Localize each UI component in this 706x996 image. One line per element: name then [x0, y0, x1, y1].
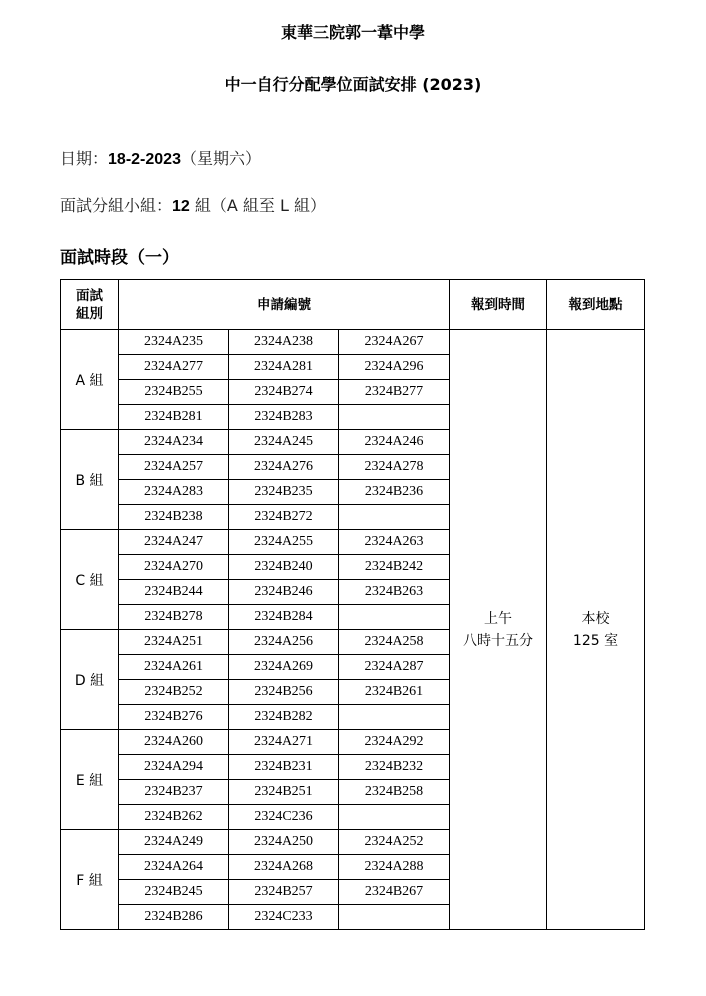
groups-count: 12 [172, 198, 190, 215]
header-application-numbers: 申請編號 [119, 280, 450, 330]
application-number: 2324A269 [229, 655, 339, 680]
application-number: 2324C233 [229, 905, 339, 930]
application-number: 2324A252 [339, 830, 450, 855]
application-number: 2324B244 [119, 580, 229, 605]
group-name: D 組 [61, 630, 119, 730]
application-number: 2324B237 [119, 780, 229, 805]
header-report-time: 報到時間 [450, 280, 547, 330]
application-number: 2324B263 [339, 580, 450, 605]
interview-schedule-table [60, 279, 645, 930]
report-time-line: 八時十五分 [463, 632, 534, 649]
application-number: 2324A287 [339, 655, 450, 680]
application-number: 2324A247 [119, 530, 229, 555]
application-number: 2324A288 [339, 855, 450, 880]
application-number: 2324A251 [119, 630, 229, 655]
date-label: 日期： [60, 149, 109, 168]
group-name: B 組 [61, 430, 119, 530]
application-number [339, 905, 450, 930]
document-title: 中一自行分配學位面試安排 (2023) [224, 75, 482, 94]
application-number: 2324A255 [229, 530, 339, 555]
application-number: 2324B238 [119, 505, 229, 530]
application-number: 2324B240 [229, 555, 339, 580]
application-number: 2324B252 [119, 680, 229, 705]
application-number [339, 605, 450, 630]
application-number: 2324A271 [229, 730, 339, 755]
application-number: 2324A245 [229, 430, 339, 455]
application-number: 2324A278 [339, 455, 450, 480]
application-number: 2324B246 [229, 580, 339, 605]
application-number: 2324B283 [229, 405, 339, 430]
application-number: 2324B245 [119, 880, 229, 905]
application-number: 2324B277 [339, 380, 450, 405]
application-number: 2324B267 [339, 880, 450, 905]
header-report-place: 報到地點 [547, 280, 645, 330]
table-body [61, 330, 645, 930]
application-number: 2324B261 [339, 680, 450, 705]
date-note: （星期六） [180, 149, 261, 168]
application-number: 2324A235 [119, 330, 229, 355]
application-number: 2324A292 [339, 730, 450, 755]
group-name: F 組 [61, 830, 119, 930]
application-number: 2324B235 [229, 480, 339, 505]
application-number: 2324B256 [229, 680, 339, 705]
group-name: E 組 [61, 730, 119, 830]
date-value: 18-2-2023 [108, 151, 181, 168]
application-number: 2324A261 [119, 655, 229, 680]
report-time-cell [450, 330, 547, 930]
application-number: 2324A296 [339, 355, 450, 380]
application-number: 2324A267 [339, 330, 450, 355]
report-place-line: 本校 [581, 610, 610, 627]
group-name: A 組 [61, 330, 119, 430]
application-number: 2324A281 [229, 355, 339, 380]
application-number [339, 805, 450, 830]
application-number: 2324A268 [229, 855, 339, 880]
application-number: 2324A257 [119, 455, 229, 480]
application-number: 2324A264 [119, 855, 229, 880]
application-number: 2324A263 [339, 530, 450, 555]
header-group: 面試組別 [61, 280, 119, 330]
application-number: 2324B258 [339, 780, 450, 805]
application-number: 2324A238 [229, 330, 339, 355]
application-number: 2324B242 [339, 555, 450, 580]
application-number: 2324B278 [119, 605, 229, 630]
application-number: 2324B284 [229, 605, 339, 630]
session-title: 面試時段（一） [60, 248, 179, 268]
application-number: 2324B255 [119, 380, 229, 405]
application-number: 2324A294 [119, 755, 229, 780]
application-number: 2324B251 [229, 780, 339, 805]
application-number: 2324A234 [119, 430, 229, 455]
application-number: 2324B272 [229, 505, 339, 530]
application-number: 2324A250 [229, 830, 339, 855]
application-number: 2324A256 [229, 630, 339, 655]
application-number: 2324B281 [119, 405, 229, 430]
application-number: 2324A283 [119, 480, 229, 505]
application-number: 2324B274 [229, 380, 339, 405]
application-number: 2324A260 [119, 730, 229, 755]
application-number: 2324B257 [229, 880, 339, 905]
application-number [339, 705, 450, 730]
application-number [339, 505, 450, 530]
application-number: 2324B236 [339, 480, 450, 505]
school-name: 東華三院郭一葦中學 [280, 23, 425, 42]
table-row [61, 330, 645, 355]
application-number: 2324A270 [119, 555, 229, 580]
application-number: 2324B276 [119, 705, 229, 730]
application-number: 2324B286 [119, 905, 229, 930]
groups-label: 面試分組小組： [60, 196, 173, 215]
application-number [339, 405, 450, 430]
report-place-line: 125 室 [572, 632, 619, 649]
application-number: 2324B262 [119, 805, 229, 830]
date-line [60, 146, 261, 169]
application-number: 2324B231 [229, 755, 339, 780]
application-number: 2324A258 [339, 630, 450, 655]
report-time-line: 上午 [484, 610, 513, 627]
groups-note: 組（A 組至 L 組） [189, 196, 327, 215]
application-number: 2324A276 [229, 455, 339, 480]
application-number: 2324B282 [229, 705, 339, 730]
application-number: 2324A277 [119, 355, 229, 380]
table-header-row [61, 280, 645, 330]
application-number: 2324B232 [339, 755, 450, 780]
application-number: 2324A249 [119, 830, 229, 855]
application-number: 2324C236 [229, 805, 339, 830]
group-name: C 組 [61, 530, 119, 630]
application-number: 2324A246 [339, 430, 450, 455]
groups-line [60, 193, 326, 216]
report-place-cell [547, 330, 645, 930]
